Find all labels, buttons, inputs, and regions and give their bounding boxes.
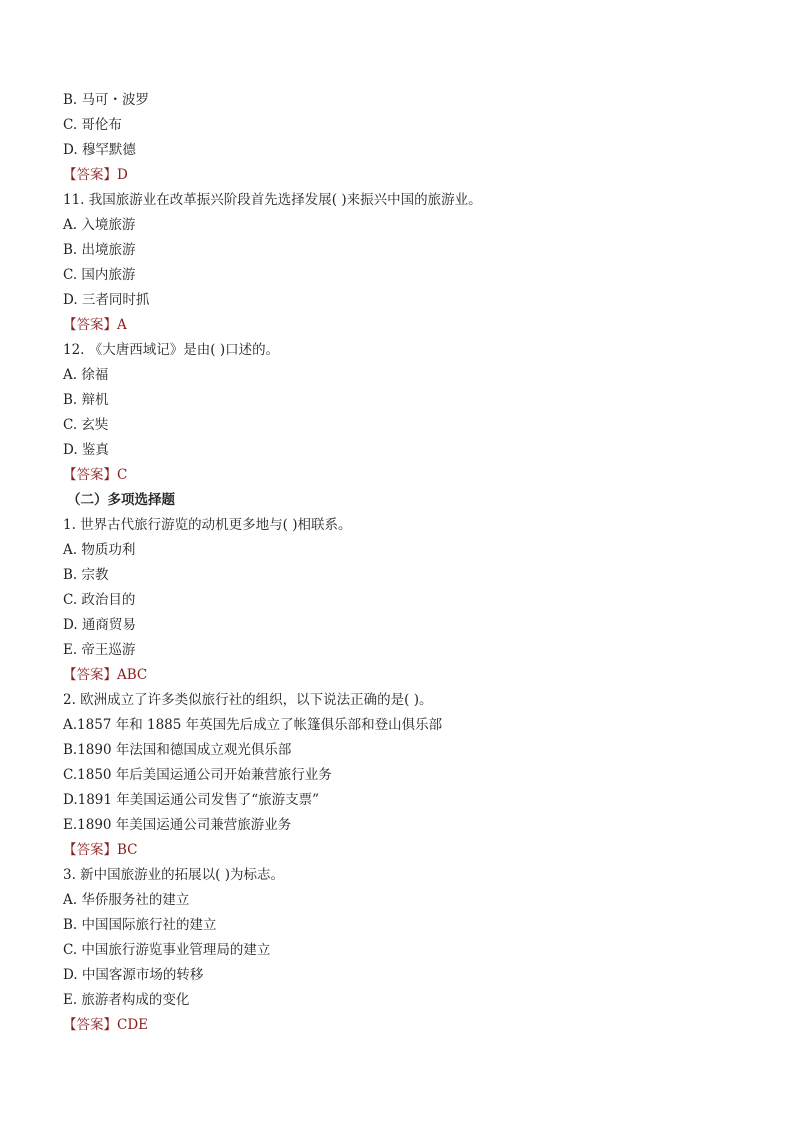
option-line: A.1857 年和 1885 年英国先后成立了帐篷俱乐部和登山俱乐部 bbox=[63, 717, 443, 733]
option-line: A. 华侨服务社的建立 bbox=[63, 892, 190, 908]
option-line: B. 宗教 bbox=[63, 567, 109, 583]
option-line: E.1890 年美国运通公司兼营旅游业务 bbox=[63, 817, 292, 833]
option-line: B.1890 年法国和德国成立观光俱乐部 bbox=[63, 742, 292, 758]
option-line: A. 入境旅游 bbox=[63, 217, 136, 233]
section-heading: （二）多项选择题 bbox=[67, 492, 175, 508]
option-line: B. 中国国际旅行社的建立 bbox=[63, 917, 217, 933]
answer-line: 【答案】ABC bbox=[63, 667, 148, 683]
question-text: 1. 世界古代旅行游览的动机更多地与( )相联系。 bbox=[63, 517, 352, 533]
answer-line: 【答案】A bbox=[63, 317, 127, 333]
document-body bbox=[63, 88, 743, 1038]
option-line: D. 中国客源市场的转移 bbox=[63, 967, 204, 983]
answer-line: 【答案】CDE bbox=[63, 1017, 149, 1033]
answer-line: 【答案】D bbox=[63, 167, 128, 183]
option-line: A. 物质功利 bbox=[63, 542, 136, 558]
option-line: D. 穆罕默德 bbox=[63, 142, 136, 158]
option-line: D. 鉴真 bbox=[63, 442, 109, 458]
answer-line: 【答案】BC bbox=[63, 842, 138, 858]
option-line: B. 辩机 bbox=[63, 392, 109, 408]
option-line: C.1850 年后美国运通公司开始兼营旅行业务 bbox=[63, 767, 332, 783]
option-line: B. 出境旅游 bbox=[63, 242, 136, 258]
question-text: 12. 《大唐西域记》是由( )口述的。 bbox=[63, 342, 280, 358]
option-line: E. 旅游者构成的变化 bbox=[63, 992, 190, 1008]
option-line: D. 三者同时抓 bbox=[63, 292, 150, 308]
question-text: 2. 欧洲成立了许多类似旅行社的组织，以下说法正确的是( )。 bbox=[63, 692, 433, 708]
option-line: E. 帝王巡游 bbox=[63, 642, 136, 658]
option-line: A. 徐福 bbox=[63, 367, 109, 383]
question-text: 11. 我国旅游业在改革振兴阶段首先选择发展( )来振兴中国的旅游业。 bbox=[63, 192, 482, 208]
option-line: C. 中国旅行游览事业管理局的建立 bbox=[63, 942, 271, 958]
option-line: D.1891 年美国运通公司发售了“旅游支票” bbox=[63, 792, 320, 808]
option-line: C. 玄奘 bbox=[63, 417, 109, 433]
option-line: D. 通商贸易 bbox=[63, 617, 136, 633]
option-line: C. 国内旅游 bbox=[63, 267, 136, 283]
option-line: B. 马可・波罗 bbox=[63, 92, 150, 108]
question-text: 3. 新中国旅游业的拓展以( )为标志。 bbox=[63, 867, 284, 883]
option-line: C. 哥伦布 bbox=[63, 117, 122, 133]
answer-line: 【答案】C bbox=[63, 467, 128, 483]
option-line: C. 政治目的 bbox=[63, 592, 136, 608]
